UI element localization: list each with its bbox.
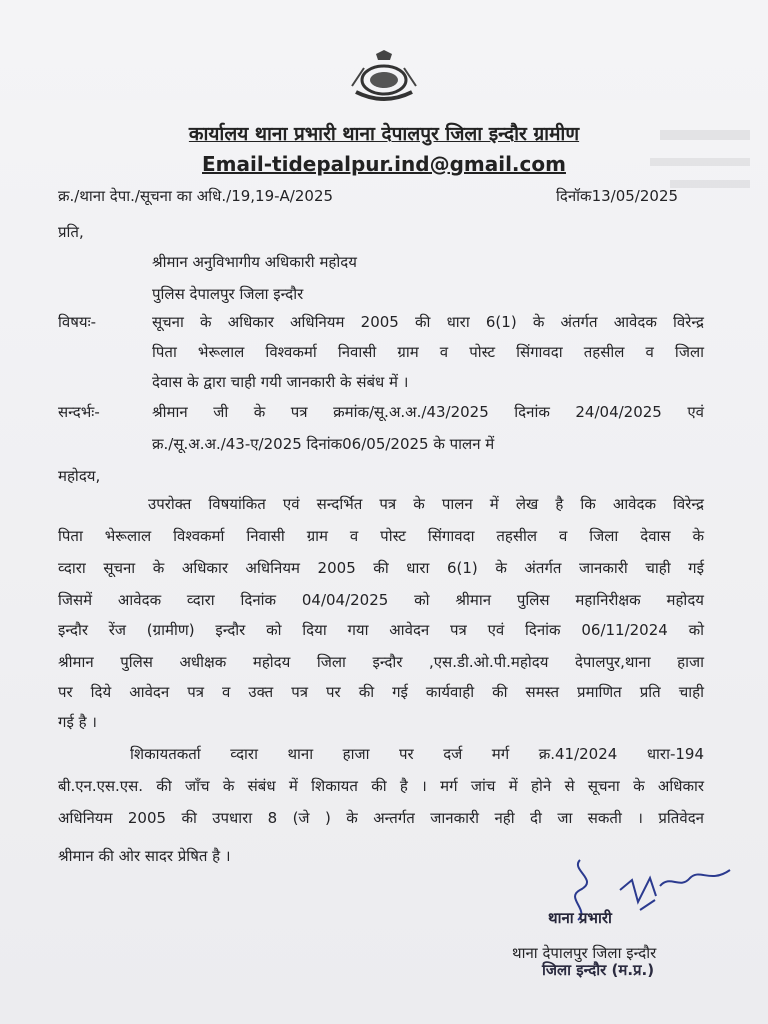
reference-number: क्र./थाना देपा./सूचना का अधि./19,19-A/2025 <box>58 187 334 205</box>
office-email: Email-tidepalpur.ind@gmail.com <box>202 152 566 176</box>
para1-line-3: व्दारा सूचना के अधिकार अधिनियम 2005 की धारा 6(1) के अंतर्गत जानकारी चाही गई <box>58 559 704 577</box>
para1-line-6: श्रीमान पुलिस अधीक्षक महोदय जिला इन्दौर ,एस.डी.ओ.पी.महोदय देपालपुर,थाना हाजा <box>58 653 704 671</box>
para2-line-2: बी.एन.एस.एस. की जाँच के संबंध में शिकायत की है । मर्ग जांच में होने से सूचना के अधिकार <box>58 777 704 795</box>
signature-stamp-district: जिला इन्दौर (म.प्र.) <box>542 961 655 979</box>
para1-line-2: पिता भेरूलाल विश्वकर्मा निवासी ग्राम व पोस्ट सिंगावदा तहसील व जिला देवास के <box>58 527 704 545</box>
reference-label: सन्दर्भः- <box>58 403 100 421</box>
recipient-line-1: श्रीमान अनुविभागीय अधिकारी महोदय <box>152 253 357 271</box>
letter-date: दिनॉक13/05/2025 <box>556 187 679 205</box>
para1-line-8: गई है । <box>58 713 97 731</box>
para2-line-3: अधिनियम 2005 की उपधारा 8 (जे ) के अन्तर्गत जानकारी नही दी जा सकती । प्रतिवेदन <box>58 809 704 827</box>
reference-line-1: श्रीमान जी के पत्र क्रमांक/सू.अ.अ./43/2025 दिनांक 24/04/2025 एवं <box>152 403 704 421</box>
para1-line-4: जिसमें आवेदक व्दारा दिनांक 04/04/2025 को श्रीमान पुलिस महानिरीक्षक महोदय <box>58 591 704 609</box>
para2-line-1: शिकायतकर्ता व्दारा थाना हाजा पर दर्ज मर्ग क्र.41/2024 धारा-194 <box>130 745 704 763</box>
police-emblem-icon <box>346 50 422 106</box>
para1-line-5: इन्दौर रेंज (ग्रामीण) इन्दौर को दिया गया आवेदन पत्र एवं दिनांक 06/11/2024 को <box>58 621 704 639</box>
recipient-line-2: पुलिस देपालपुर जिला इन्दौर <box>152 285 304 303</box>
subject-line-2: पिता भेरूलाल विश्वकर्मा निवासी ग्राम व पोस्ट सिंगावदा तहसील व जिला <box>152 343 704 361</box>
para1-line-7: पर दिये आवेदन पत्र व उक्त पत्र पर की गई कार्यवाही की समस्त प्रमाणित प्रति चाही <box>58 683 704 701</box>
subject-label: विषयः- <box>58 313 97 331</box>
salutation: महोदय, <box>58 467 101 485</box>
subject-line-3: देवास के द्वारा चाही गयी जानकारी के संबंध में । <box>152 373 409 391</box>
prati-label: प्रति, <box>58 223 84 241</box>
signature-stamp-title: थाना प्रभारी <box>548 909 612 927</box>
subject-line-1: सूचना के अधिकार अधिनियम 2005 की धारा 6(1) के अंतर्गत आवेदक विरेन्द्र <box>152 313 704 331</box>
office-title: कार्यालय थाना प्रभारी थाना देपालपुर जिला इन्दौर ग्रामीण <box>188 123 580 145</box>
para1-line-1: उपरोक्त विषयांकित एवं सन्दर्भित पत्र के पालन में लेख है कि आवेदक विरेन्द्र <box>148 495 704 513</box>
reference-line-2: क्र./सू.अ.अ./43-ए/2025 दिनांक06/05/2025 के पालन में <box>152 435 495 453</box>
para2-line-4: श्रीमान की ओर सादर प्रेषित है । <box>58 847 231 865</box>
signature-office: थाना देपालपुर जिला इन्दौर <box>512 944 657 962</box>
